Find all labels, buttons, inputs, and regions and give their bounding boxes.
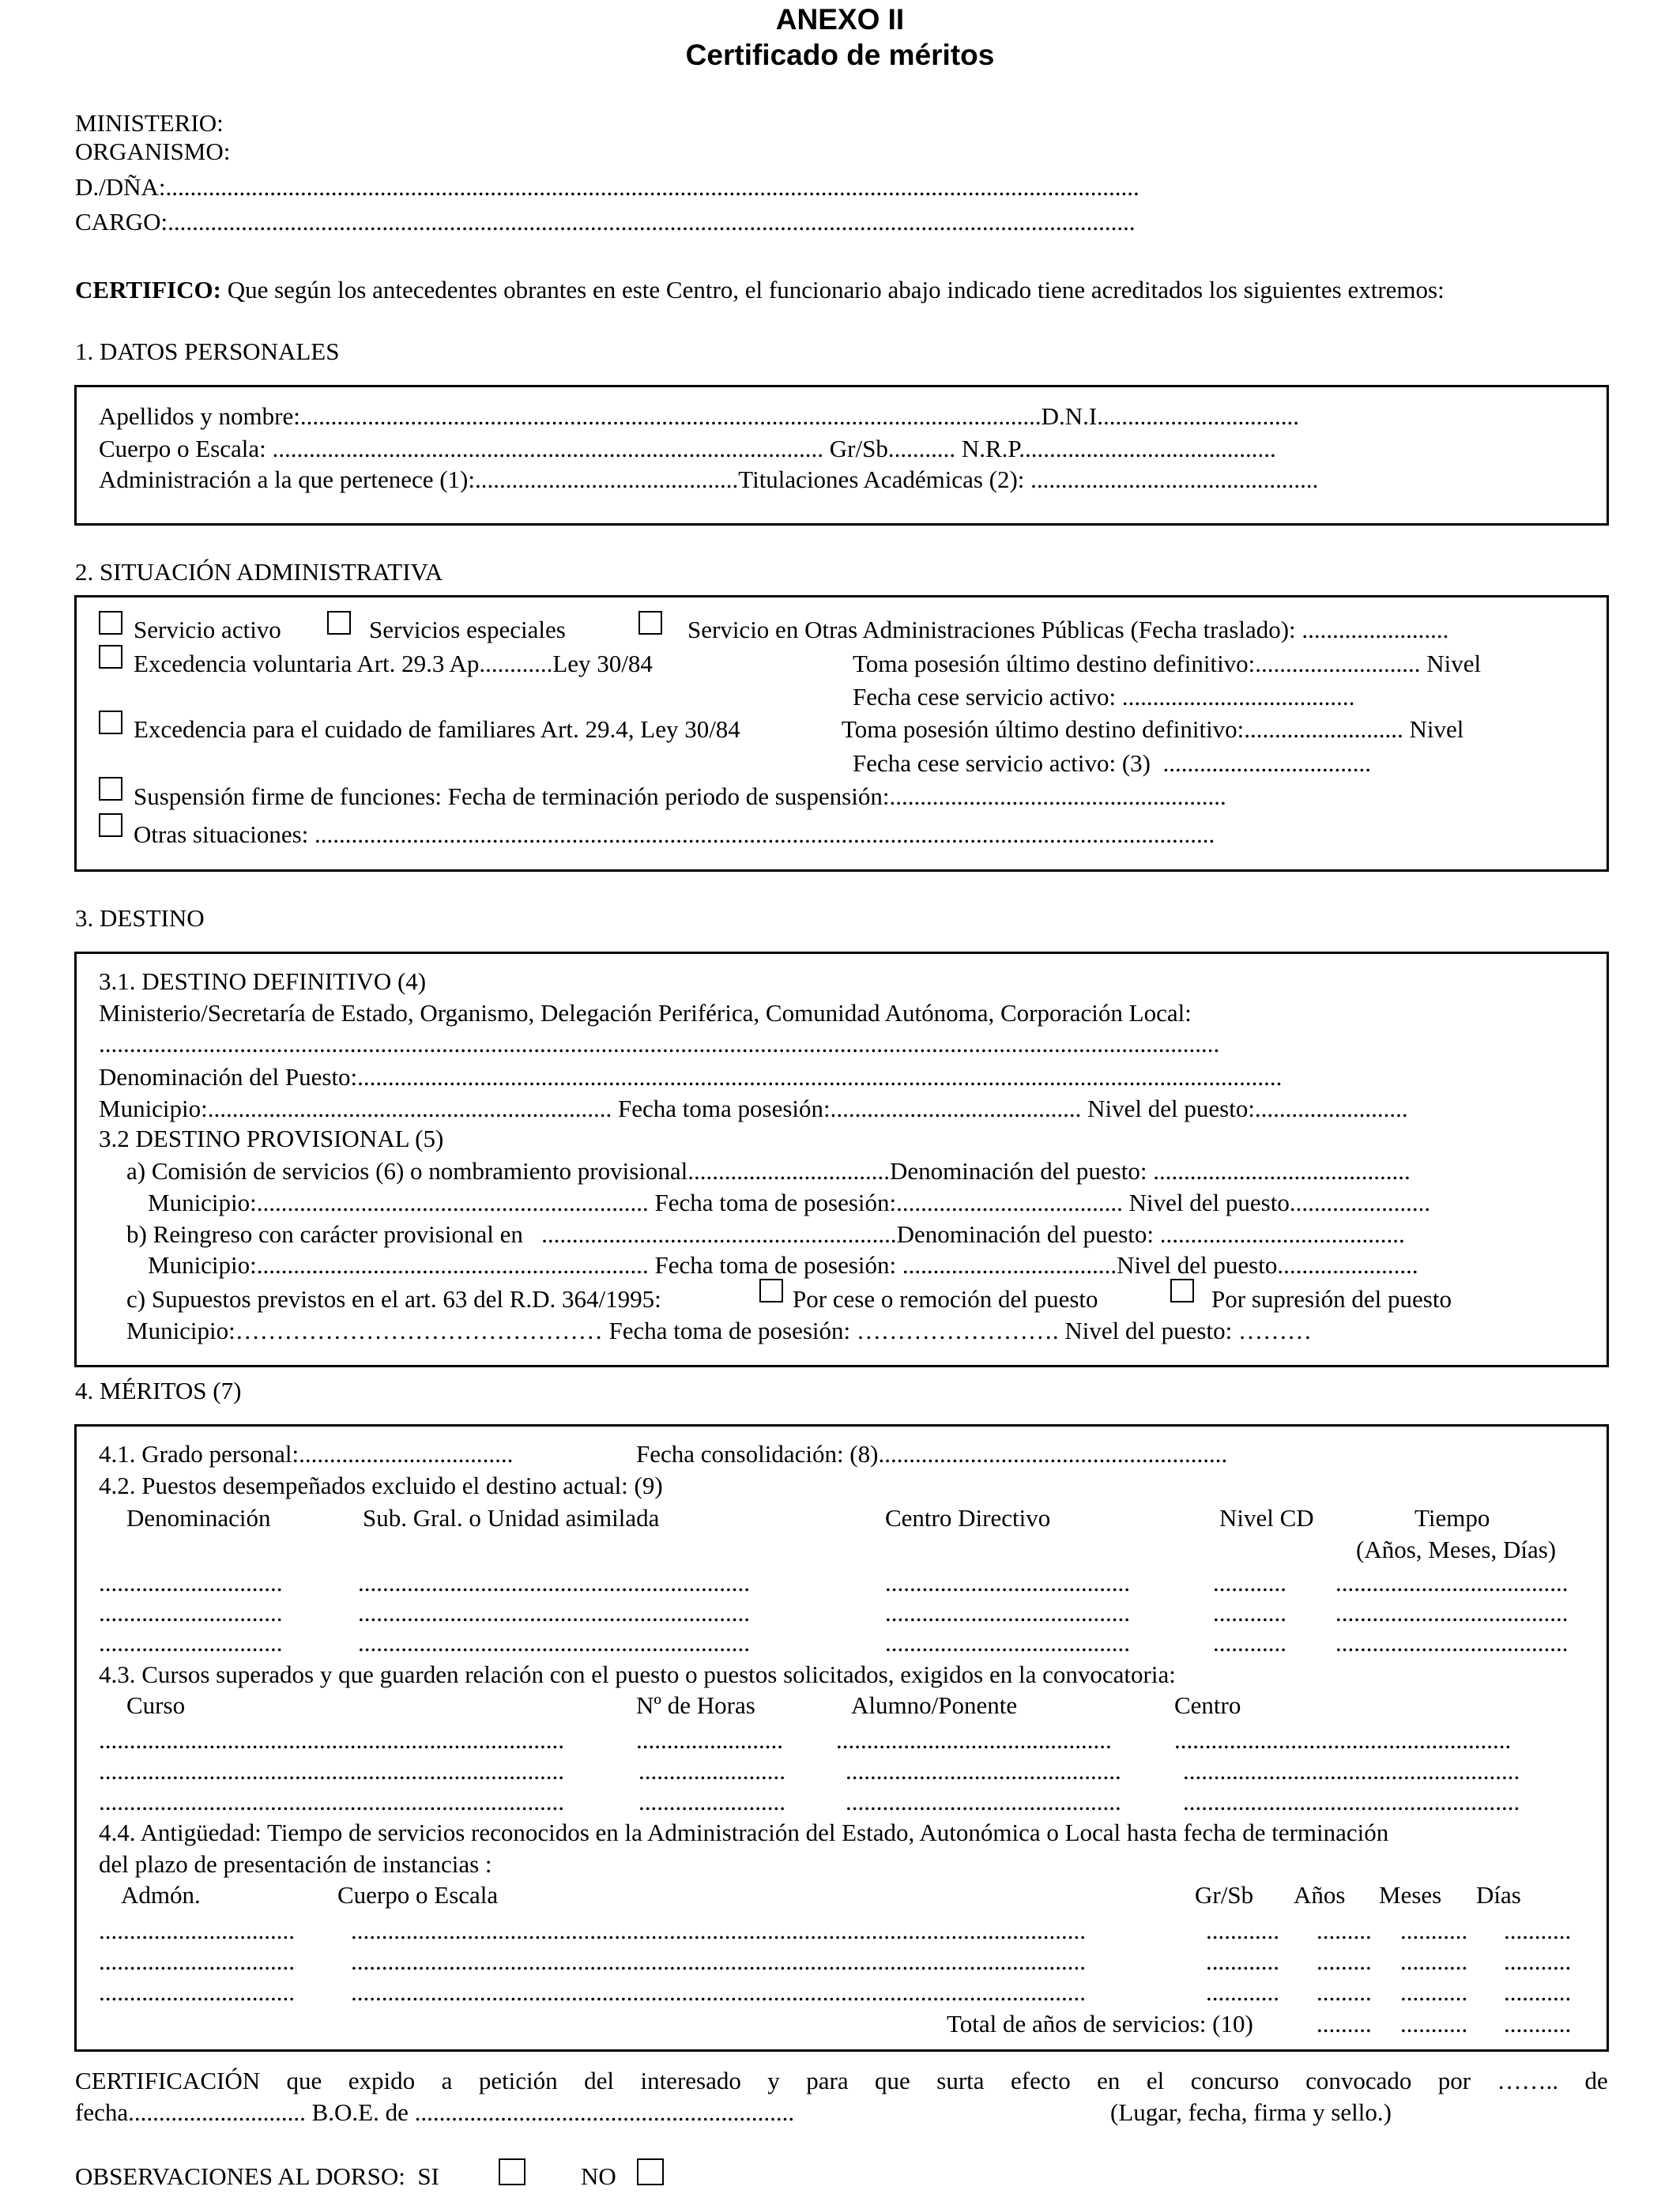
suspension-label[interactable]: Suspensión firme de funciones: Fecha de terminación periodo de suspensión:.......................................................	[134, 782, 1226, 810]
antig-col-grsb: Gr/Sb	[1195, 1881, 1254, 1909]
antig-cell[interactable]: ............	[1206, 1917, 1279, 1944]
puestos-cell[interactable]: ............	[1213, 1599, 1286, 1627]
cert-word: para	[806, 2067, 849, 2094]
cursos-col-alumno: Alumno/Ponente	[851, 1691, 1018, 1719]
section-1-heading: 1. DATOS PERSONALES	[75, 337, 340, 365]
puestos-col-tiempo-sub: (Años, Meses, Días)	[1356, 1536, 1557, 1563]
cert-word: a	[441, 2067, 453, 2094]
cert-word: concurso	[1190, 2067, 1279, 2094]
cert-word: por	[1437, 2067, 1471, 2094]
administracion-field[interactable]: Administración a la que pertenece (1):...........................................Titulaciones Académicas (2): ...............................................	[99, 466, 1319, 493]
destino-provisional-heading: 3.2 DESTINO PROVISIONAL (5)	[99, 1125, 444, 1152]
cursos-cell[interactable]: .......................................................	[1183, 1788, 1520, 1815]
cert-word: en	[1097, 2067, 1121, 2094]
certifico-label: CERTIFICO:	[75, 276, 221, 303]
antig-col-meses: Meses	[1379, 1881, 1442, 1909]
puestos-cell[interactable]: ............	[1213, 1569, 1286, 1596]
destino-definitivo-dots[interactable]: .......................................................................................................................................................................................	[99, 1030, 1220, 1057]
ministerio-label: MINISTERIO:	[75, 109, 224, 137]
puestos-cell[interactable]: ......................................	[1335, 1599, 1569, 1627]
annex-title: ANEXO II	[775, 3, 905, 36]
cert-word: surta	[936, 2067, 985, 2094]
cert-word: expido	[348, 2067, 416, 2094]
puestos-cell[interactable]: ........................................	[885, 1629, 1130, 1657]
reingreso-line[interactable]: b) Reingreso con carácter provisional en ..........................................................Denominación del puesto: ........................................	[126, 1220, 1405, 1248]
puestos-col-subgral: Sub. Gral. o Unidad asimilada	[363, 1504, 660, 1532]
cert-word: del	[584, 2067, 614, 2094]
puestos-col-nivel: Nivel CD	[1219, 1504, 1314, 1532]
apellidos-field[interactable]: Apellidos y nombre:.........................................................................................................................D.N.I.................................	[99, 402, 1299, 430]
cursos-cell[interactable]: .............................................	[846, 1788, 1121, 1815]
puestos-col-tiempo: Tiempo	[1414, 1504, 1490, 1532]
total-anos-field[interactable]: .........	[1317, 2010, 1372, 2038]
cursos-cell[interactable]: .............................................	[836, 1726, 1112, 1754]
exc-vol-toma-posesion[interactable]: Toma posesión último destino definitivo:........................... Nivel	[853, 650, 1482, 677]
cert-word: y	[767, 2067, 780, 2094]
total-anos-label: Total de años de servicios: (10)	[947, 2010, 1253, 2038]
otras-administraciones-label: Servicio en Otras Administraciones Públicas (Fecha traslado): ........................	[687, 616, 1449, 643]
cursos-cell[interactable]: ............................................................................	[99, 1788, 564, 1815]
antig-cell[interactable]: ................................	[99, 1917, 295, 1944]
antig-cell[interactable]: ........................................................................................................................	[351, 1978, 1086, 2006]
supresion-puesto-label: Por supresión del puesto	[1211, 1285, 1452, 1313]
otras-situaciones-label[interactable]: Otras situaciones: ...................................................................................................................................................	[134, 820, 1215, 848]
antig-col-dias: Días	[1476, 1881, 1521, 1909]
cert-word: CERTIFICACIÓN	[75, 2067, 261, 2094]
otras-administraciones-checkbox[interactable]	[638, 611, 662, 635]
cursos-cell[interactable]: .......................................................	[1174, 1726, 1512, 1754]
fecha-boe-field[interactable]: fecha............................. B.O.E. de ..............................................................	[75, 2098, 795, 2126]
servicios-especiales-checkbox[interactable]	[327, 611, 351, 635]
destino-definitivo-organismos: Ministerio/Secretaría de Estado, Organismo, Delegación Periférica, Comunidad Autónoma, Corporación Local:	[99, 999, 1192, 1027]
puestos-cell[interactable]: ......................................	[1335, 1569, 1569, 1596]
excedencia-familiares-checkbox[interactable]	[99, 711, 122, 734]
fecha-consolidacion-field[interactable]: Fecha consolidación: (8).........................................................	[636, 1440, 1228, 1468]
section-4-heading: 4. MÉRITOS (7)	[75, 1377, 242, 1404]
servicios-especiales-label: Servicios especiales	[369, 616, 566, 643]
suspension-checkbox[interactable]	[99, 777, 122, 801]
observaciones-si-checkbox[interactable]	[499, 2158, 525, 2185]
section-2-heading: 2. SITUACIÓN ADMINISTRATIVA	[75, 558, 443, 586]
cursos-col-centro: Centro	[1174, 1691, 1241, 1719]
cursos-col-curso: Curso	[126, 1691, 186, 1719]
antig-cell[interactable]: ........................................................................................................................	[351, 1917, 1086, 1944]
cursos-heading: 4.3. Cursos superados y que guarden relación con el puesto o puestos solicitados, exigidos en la convocatoria:	[99, 1661, 1176, 1688]
puestos-cell[interactable]: ............	[1213, 1629, 1286, 1657]
puestos-cell[interactable]: ........................................	[885, 1599, 1130, 1627]
antig-cell[interactable]: ...........	[1400, 1978, 1468, 2006]
antig-cell[interactable]: ............	[1206, 1978, 1279, 2006]
antig-cell[interactable]: ...........	[1400, 1917, 1468, 1944]
comision-servicios-line[interactable]: a) Comisión de servicios (6) o nombramiento provisional.................................Denominación del puesto: ..........................................	[126, 1157, 1411, 1185]
cert-word: petición	[478, 2067, 558, 2094]
antig-cell[interactable]: ................................	[99, 1978, 295, 2006]
antig-cell[interactable]: ...........	[1400, 1947, 1468, 1975]
certifico-text: Que según los antecedentes obrantes en este Centro, el funcionario abajo indicado tiene acreditados los siguientes extremos:	[220, 276, 1445, 303]
puestos-cell[interactable]: ................................................................	[358, 1569, 750, 1596]
destino-definitivo-heading: 3.1. DESTINO DEFINITIVO (4)	[99, 967, 427, 995]
puestos-cell[interactable]: ................................................................	[358, 1599, 750, 1627]
antig-cell[interactable]: .........	[1317, 1917, 1372, 1944]
antiguedad-heading-1: 4.4. Antigüedad: Tiempo de servicios reconocidos en la Administración del Estado, Autonómica o Local hasta fecha de terminación	[99, 1819, 1389, 1846]
cert-word: de	[1584, 2067, 1608, 2094]
cursos-col-horas: Nº de Horas	[636, 1691, 755, 1719]
cert-word: convocado	[1305, 2067, 1412, 2094]
def-municipio-field[interactable]: Municipio:.................................................................. Fecha toma posesión:......................................... Nivel del puesto:.........................	[99, 1095, 1408, 1122]
servicio-activo-checkbox[interactable]	[99, 611, 122, 635]
antig-cell[interactable]: ...........	[1504, 1947, 1572, 1975]
excedencia-voluntaria-checkbox[interactable]	[99, 645, 122, 669]
servicio-activo-label: Servicio activo	[134, 616, 281, 643]
supuestos-municipio-line[interactable]: Municipio:……………………………………… Fecha toma de posesión: ……………………. Nivel del puesto: ………	[126, 1317, 1312, 1344]
antig-cell[interactable]: ................................	[99, 1947, 295, 1975]
exc-vol-fecha-cese[interactable]: Fecha cese servicio activo: ......................................	[853, 683, 1355, 711]
denominacion-puesto-field[interactable]: Denominación del Puesto:.......................................................................................................................................................	[99, 1063, 1283, 1091]
puestos-col-denominacion: Denominación	[126, 1504, 271, 1532]
antig-col-cuerpo: Cuerpo o Escala	[337, 1881, 499, 1909]
comision-municipio-line[interactable]: Municipio:................................................................ Fecha toma de posesión:..................................... Nivel del puesto.......................	[148, 1189, 1431, 1216]
puestos-cell[interactable]: ................................................................	[358, 1629, 750, 1657]
lugar-fecha-firma: (Lugar, fecha, firma y sello.)	[1110, 2098, 1392, 2126]
supuestos-line: c) Supuestos previstos en el art. 63 del R.D. 364/1995:	[126, 1285, 661, 1313]
cese-remocion-checkbox[interactable]	[759, 1279, 783, 1302]
document-title: Certificado de méritos	[685, 39, 995, 71]
puestos-heading: 4.2. Puestos desempeñados excluido el destino actual: (9)	[99, 1472, 663, 1499]
antig-cell[interactable]: .........	[1317, 1947, 1372, 1975]
cursos-cell[interactable]: ........................	[636, 1726, 783, 1754]
excedencia-familiares-label: Excedencia para el cuidado de familiares Art. 29.4, Ley 30/84	[134, 715, 740, 743]
puestos-cell[interactable]: ..............................	[99, 1599, 283, 1627]
cursos-cell[interactable]: .......................................................	[1183, 1757, 1520, 1785]
antig-cell[interactable]: ...........	[1504, 1917, 1572, 1944]
section-3-heading: 3. DESTINO	[75, 904, 205, 932]
organismo-label: ORGANISMO:	[75, 138, 231, 165]
antig-cell[interactable]: .........	[1317, 1978, 1372, 2006]
antig-cell[interactable]: ...........	[1504, 1978, 1572, 2006]
observaciones-no-label: NO	[581, 2162, 616, 2190]
antig-cell[interactable]: ........................................................................................................................	[351, 1947, 1086, 1975]
excedencia-voluntaria-label: Excedencia voluntaria Art. 29.3 Ap............Ley 30/84	[134, 650, 653, 677]
total-meses-field[interactable]: ...........	[1400, 2010, 1468, 2038]
antig-col-anos: Años	[1294, 1881, 1346, 1909]
cursos-cell[interactable]: ............................................................................	[99, 1726, 564, 1754]
supresion-puesto-checkbox[interactable]	[1170, 1279, 1194, 1302]
cert-word: interesado	[640, 2067, 741, 2094]
otras-situaciones-checkbox[interactable]	[99, 813, 122, 837]
total-dias-field[interactable]: ...........	[1504, 2010, 1572, 2038]
cursos-cell[interactable]: .............................................	[846, 1757, 1121, 1785]
antig-col-admon: Admón.	[121, 1881, 201, 1909]
cert-word: que	[286, 2067, 322, 2094]
exc-fam-toma-posesion[interactable]: Toma posesión último destino definitivo:.......................... Nivel	[842, 715, 1464, 743]
cert-word: que	[875, 2067, 910, 2094]
puestos-cell[interactable]: ..............................	[99, 1569, 283, 1596]
certifico-statement	[75, 277, 1445, 302]
reingreso-municipio-line[interactable]: Municipio:................................................................ Fecha toma de posesión: ...................................Nivel del puesto.......................	[148, 1251, 1418, 1279]
observaciones-label: OBSERVACIONES AL DORSO: SI	[75, 2162, 439, 2190]
puestos-col-centro: Centro Directivo	[885, 1504, 1051, 1532]
cursos-cell[interactable]: ........................	[638, 1788, 785, 1815]
puestos-cell[interactable]: ......................................	[1335, 1629, 1569, 1657]
cursos-cell[interactable]: ........................	[638, 1757, 785, 1785]
certificacion-line	[75, 2068, 1608, 2093]
puestos-cell[interactable]: ........................................	[885, 1569, 1130, 1596]
cert-word: efecto	[1010, 2067, 1071, 2094]
observaciones-no-checkbox[interactable]	[637, 2158, 664, 2185]
cuerpo-field[interactable]: Cuerpo o Escala: .......................................................................................... Gr/Sb........... N.R.P..........................................	[99, 435, 1276, 462]
antig-cell[interactable]: ............	[1206, 1947, 1279, 1975]
exc-fam-fecha-cese[interactable]: Fecha cese servicio activo: (3) ..................................	[853, 749, 1371, 777]
dona-field[interactable]: D./DÑA:...............................................................................................................................................................	[75, 173, 1139, 201]
grado-personal-field[interactable]: 4.1. Grado personal:...................................	[99, 1440, 514, 1468]
cargo-field[interactable]: CARGO:..............................................................................................................................................................	[75, 208, 1136, 236]
antiguedad-heading-2: del plazo de presentación de instancias :	[99, 1850, 492, 1878]
puestos-cell[interactable]: ..............................	[99, 1629, 283, 1657]
cert-word[interactable]: ……..	[1497, 2067, 1559, 2094]
cursos-cell[interactable]: ............................................................................	[99, 1757, 564, 1785]
cert-word: el	[1146, 2067, 1165, 2094]
cese-remocion-label: Por cese o remoción del puesto	[793, 1285, 1098, 1313]
